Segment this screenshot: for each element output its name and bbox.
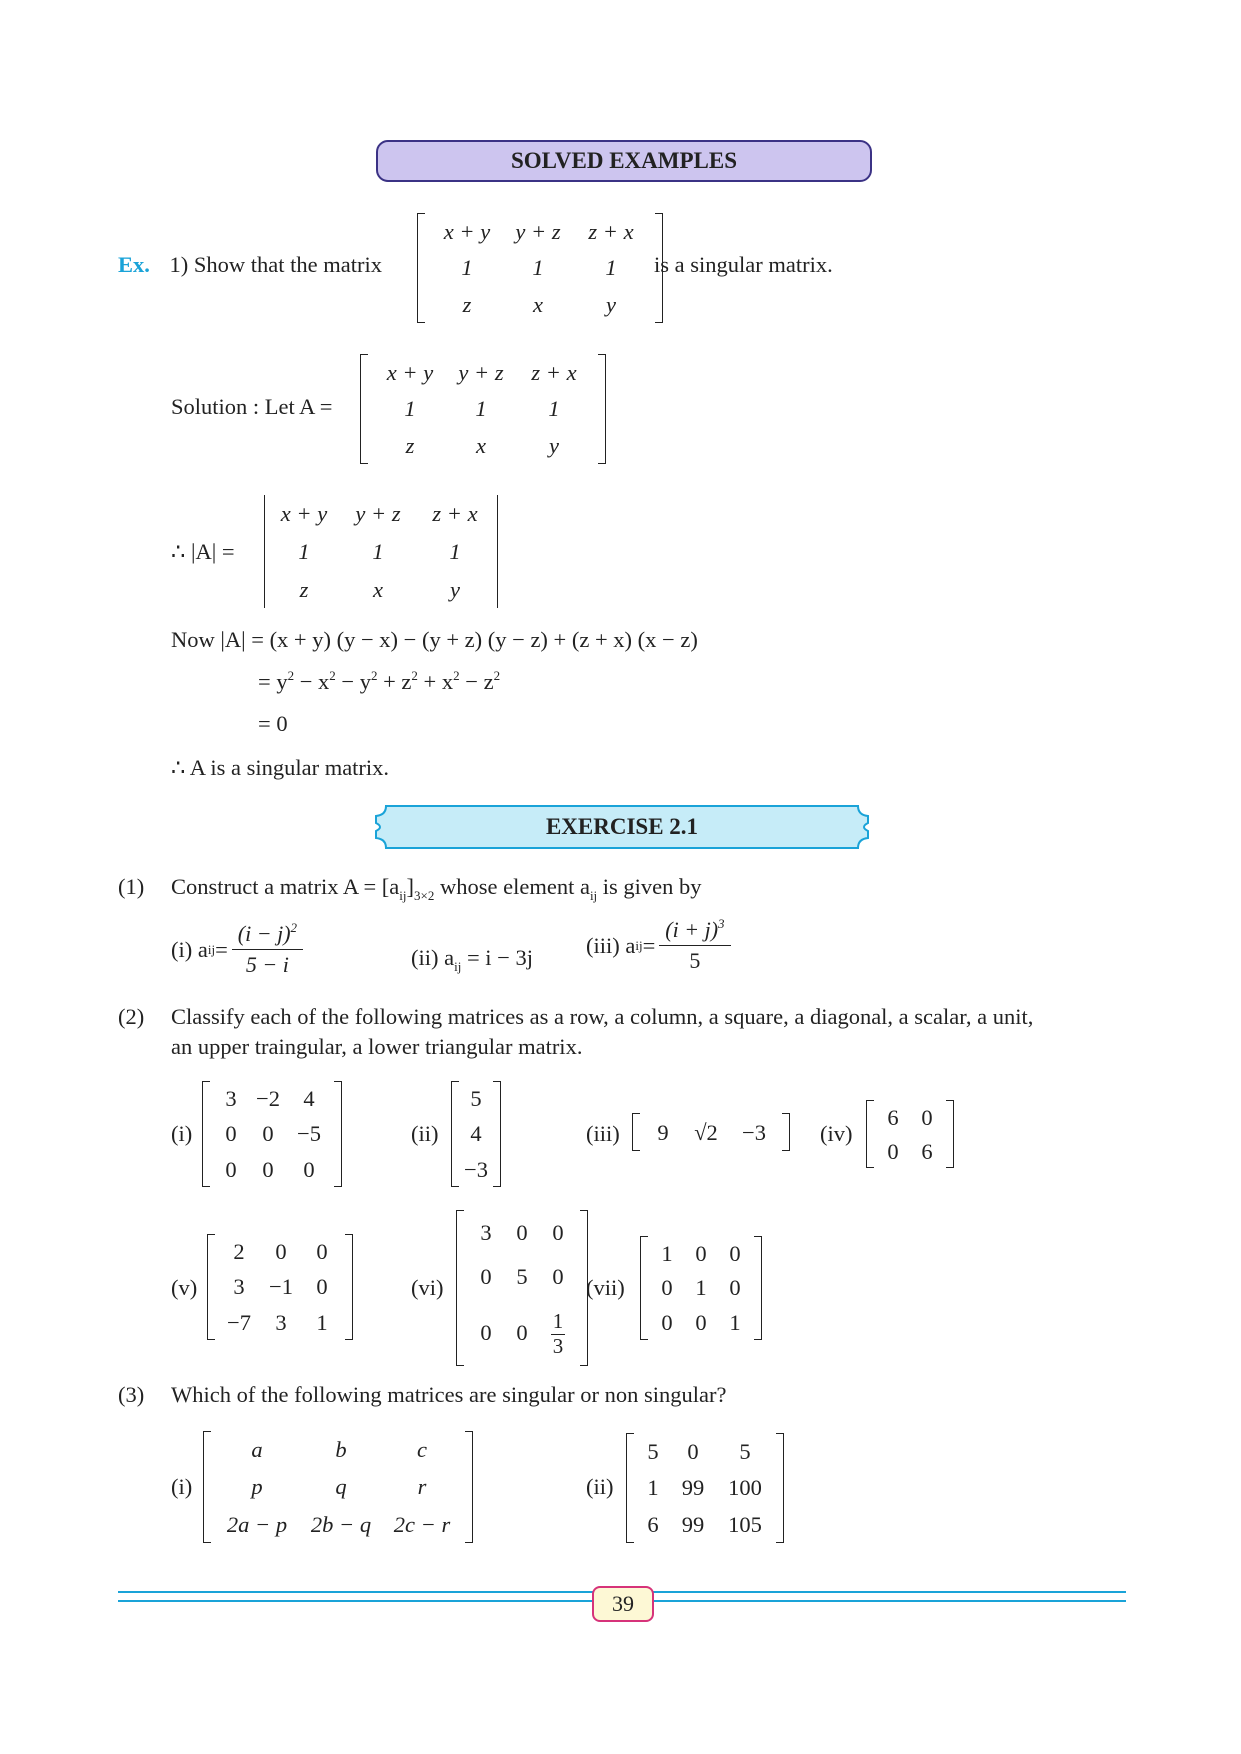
matrix-cell: 0 [262,1121,274,1147]
matrix-cell: 1 [404,396,416,422]
det-matrix [264,495,498,608]
matrix-cell: z [405,433,415,459]
matrix-cell: 105 [728,1512,762,1538]
matrix-cell: 0 [687,1438,699,1464]
q1-sub-a: ij [399,888,407,903]
matrix-cell: 1 [661,1240,673,1266]
exponent: 2 [453,668,460,683]
q1-number: (1) [118,874,145,899]
fraction [551,1310,566,1357]
q2-label-vii: (vii) [586,1275,625,1300]
matrix-cell: 3 [225,1086,237,1112]
matrix-cell: x + y [280,501,328,527]
q2-label-iii: (iii) [586,1121,620,1146]
fraction-denominator: 3 [552,1333,564,1358]
q1-iii-den: 5 [689,948,701,974]
example-line [118,251,382,278]
q2-matrix-iii [632,1113,790,1151]
q1-i-eq: = [215,936,228,962]
q2-label-ii: (ii) [411,1121,439,1146]
matrix-cell: b [335,1437,347,1463]
page-number: 39 [592,1586,654,1622]
q2-label-i: (i) [171,1121,193,1146]
q1-iii-eq: = [642,932,656,958]
step-1: Now |A| = (x + y) (y − x) − (y + z) (y − z) + (z + x) (x − z) [171,627,698,652]
matrix-cell: 0 [275,1239,287,1265]
matrix-cell: 5 [739,1438,751,1464]
solution-matrix [360,354,606,464]
matrix-cell: −1 [269,1274,293,1300]
matrix-cell: 1 [372,538,384,564]
q2-label-vi: (vi) [411,1275,444,1300]
matrix-cell: 0 [480,1320,492,1346]
matrix-cell: −3 [742,1119,766,1145]
step-2 [258,668,500,695]
ex1-matrix [417,213,663,323]
term: − z [459,669,494,694]
matrix-cell: 1 [695,1275,707,1301]
matrix-cell: 3 [233,1274,245,1300]
matrix-cell: 1 [729,1310,741,1336]
matrix-cell: 3 [480,1219,492,1245]
matrix-cell: c [417,1437,427,1463]
q1-i-den: 5 − i [245,952,289,978]
q3-matrix-i [203,1431,473,1543]
conclusion: ∴ A is a singular matrix. [171,755,390,780]
exponent: 2 [493,668,501,683]
det-label: ∴ |A| = [171,539,235,564]
matrix-cell: 5 [647,1438,659,1464]
q3-text: Which of the following matrices are singular or non singular? [171,1382,727,1407]
q1-ii-sub: ij [454,959,462,974]
matrix-cell: x [373,576,383,602]
matrix-cell: 0 [225,1156,237,1182]
matrix-cell: 1 [298,538,310,564]
matrix-cell: 1 [605,255,617,281]
matrix-grid [425,213,655,323]
q1-part-i [171,920,307,979]
exponent: 2 [370,668,378,683]
matrix-cell: p [251,1474,263,1500]
matrix-cell: 4 [303,1086,315,1112]
q1-sub-c: ij [589,888,598,903]
q1-ii-label: (ii) a [411,945,455,970]
q1-ii-rest: = i − 3j [461,945,533,970]
matrix-cell: y + z [458,359,504,385]
q1-sub-b: 3×2 [414,888,435,903]
matrix-cell: 1 [449,538,461,564]
matrix-cell: √2 [694,1119,718,1145]
q1-i-sup: 2 [290,920,298,935]
matrix-cell: y [606,292,616,318]
q1-i-sub: ij [207,941,216,957]
q2-matrix-iv [866,1100,954,1168]
q1-i-fraction [232,920,303,979]
matrix-grid [215,1234,345,1340]
matrix-cell: 0 [516,1320,528,1346]
ex1-tail: is a singular matrix. [654,252,833,277]
solution-label: Solution : Let A = [171,394,333,419]
matrix-cell: 1 [532,255,544,281]
matrix-cell: 100 [728,1475,762,1501]
matrix-cell: 0 [729,1275,741,1301]
q1-part-iii [586,916,735,975]
matrix-cell: r [417,1474,427,1500]
matrix-cell: 2 [233,1239,245,1265]
matrix-grid [874,1100,946,1168]
matrix-cell: y [450,576,460,602]
q2-matrix-v [207,1234,353,1340]
q3-label-i: (i) [171,1474,193,1499]
q1-iii-sub: ij [635,937,643,953]
matrix-cell: 1 [316,1309,328,1335]
matrix-cell: 2a − p [226,1511,288,1537]
matrix-grid [648,1236,754,1340]
matrix-cell: x [533,292,543,318]
matrix-cell: z + x [531,359,577,385]
matrix-cell: 0 [262,1156,274,1182]
matrix-grid [368,354,598,464]
fraction-numerator: 1 [552,1309,564,1334]
matrix-cell: x [476,433,486,459]
matrix-cell: q [335,1474,347,1500]
term: − y [335,669,371,694]
matrix-cell: 0 [661,1275,673,1301]
matrix-grid [464,1210,580,1366]
q1-iii-fraction [659,916,730,975]
q1-i-num: (i − j) [237,921,291,946]
matrix-cell: 0 [316,1274,328,1300]
term: + x [417,669,454,694]
solved-examples-heading: SOLVED EXAMPLES [376,140,872,182]
matrix-cell: 6 [887,1104,899,1130]
q3-number: (3) [118,1382,145,1407]
exponent: 2 [411,668,418,683]
matrix-cell: 2c − r [393,1511,451,1537]
matrix-cell: 1 [475,396,487,422]
matrix-cell: y + z [355,501,401,527]
matrix-cell: 5 [470,1086,482,1112]
q2-matrix-ii [451,1081,501,1187]
matrix-cell: z + x [588,218,634,244]
q3-matrix-ii [626,1433,784,1543]
matrix-grid [211,1431,465,1543]
q1-iii-label: (iii) a [586,932,636,958]
matrix-cell: 0 [225,1121,237,1147]
q1-text-b: ] [406,874,415,899]
matrix-cell: a [251,1437,263,1463]
q2-matrix-vi [456,1210,588,1366]
matrix-cell: y [549,433,559,459]
matrix-cell: 0 [552,1219,564,1245]
q1-i-label: (i) a [171,936,208,962]
matrix-cell: 0 [516,1219,528,1245]
matrix-grid [265,495,497,608]
matrix-cell: 0 [729,1240,741,1266]
matrix-cell [551,1307,566,1357]
matrix-cell: 0 [552,1264,564,1290]
matrix-grid [634,1433,776,1543]
matrix-cell: 6 [921,1138,933,1164]
matrix-cell: 9 [657,1119,669,1145]
matrix-cell: 0 [480,1264,492,1290]
ex-label: Ex. [118,252,150,277]
ex1-text: 1) Show that the matrix [169,252,382,277]
matrix-cell: −7 [227,1309,251,1335]
matrix-cell: 99 [681,1512,705,1538]
matrix-grid [210,1081,334,1187]
q2-matrix-vii [640,1236,762,1340]
step-3: = 0 [258,711,288,736]
matrix-cell: x + y [386,359,434,385]
matrix-cell: 1 [548,396,560,422]
q1-text-c: whose element a [434,874,590,899]
term: − x [294,669,330,694]
matrix-cell: 0 [887,1138,899,1164]
q3-label-ii: (ii) [586,1474,614,1499]
q2-text-line2: an upper traingular, a lower triangular matrix. [171,1034,583,1059]
matrix-cell: 0 [695,1310,707,1336]
matrix-cell: z [462,292,472,318]
exponent: 2 [329,668,336,683]
matrix-cell: z [299,576,309,602]
matrix-cell: −2 [256,1086,280,1112]
matrix-grid [459,1081,493,1187]
matrix-cell: −3 [464,1156,488,1182]
q1-text [171,873,702,904]
matrix-cell: 6 [647,1512,659,1538]
q1-text-a: Construct a matrix A = [a [171,874,400,899]
exercise-heading: EXERCISE 2.1 [545,814,699,839]
matrix-cell: x + y [443,218,491,244]
matrix-cell: 4 [470,1121,482,1147]
matrix-cell: 2b − q [310,1511,372,1537]
q1-text-d: is given by [597,874,702,899]
exponent: 2 [287,668,295,683]
matrix-grid [640,1113,782,1151]
q2-number: (2) [118,1004,145,1029]
matrix-cell: z + x [432,501,478,527]
q2-text-line1: Classify each of the following matrices as a row, a column, a square, a diagonal, a scalar, a unit, [171,1004,1034,1029]
matrix-cell: y + z [515,218,561,244]
q2-label-iv: (iv) [820,1121,853,1146]
matrix-cell: 0 [316,1239,328,1265]
matrix-cell: 99 [681,1475,705,1501]
matrix-cell: 0 [921,1104,933,1130]
matrix-cell: 1 [461,255,473,281]
term: = y [258,669,288,694]
q1-iii-num: (i + j) [665,917,719,942]
q2-matrix-i [202,1081,342,1187]
matrix-cell: 3 [275,1309,287,1335]
matrix-cell: −5 [297,1121,321,1147]
matrix-cell: 1 [647,1475,659,1501]
matrix-cell: 0 [303,1156,315,1182]
term: + z [377,669,412,694]
q1-part-ii [411,944,533,975]
matrix-cell: 5 [516,1264,528,1290]
matrix-cell: 0 [661,1310,673,1336]
q2-label-v: (v) [171,1275,198,1300]
matrix-cell: 0 [695,1240,707,1266]
q1-iii-sup: 3 [718,916,725,931]
